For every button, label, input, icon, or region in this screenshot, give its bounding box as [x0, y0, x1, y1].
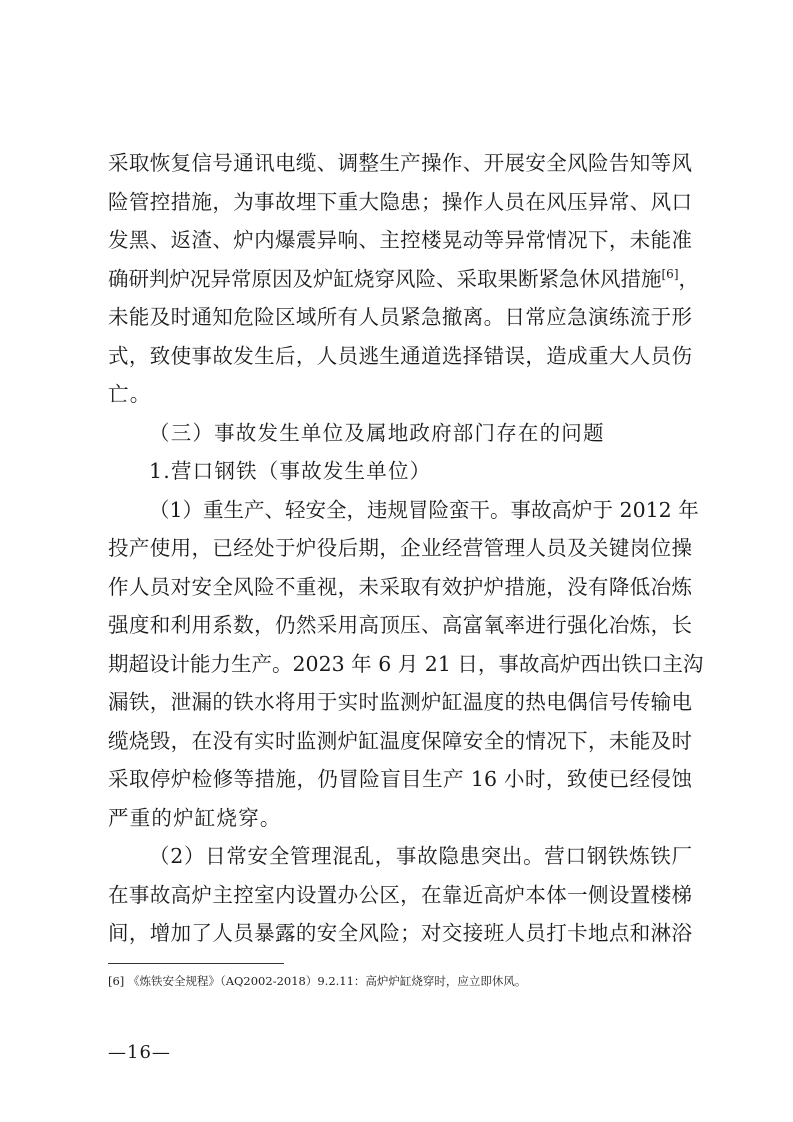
footnote-divider	[108, 963, 284, 964]
text-line: 漏铁，泄漏的铁水将用于实时监测炉缸温度的热电偶信号传输电	[108, 690, 692, 714]
text-line: 缆烧毁，在没有实时监测炉缸温度保障安全的情况下，未能及时	[108, 728, 692, 753]
text-line: 险管控措施，为事故埋下重大隐患；操作人员在风压异常、风口	[108, 189, 692, 214]
text-line: 强度和利用系数，仍然采用高顶压、高富氧率进行强化冶炼，长	[108, 613, 692, 637]
subsection-heading: 1.营口钢铁（事故发生单位）	[149, 459, 432, 483]
footnote-reference[interactable]: [6]	[661, 266, 679, 281]
text-line: （1）重生产、轻安全，违规冒险蛮干。事故高炉于 2012 年	[149, 497, 699, 522]
text-line: （2）日常安全管理混乱，事故隐患突出。营口钢铁炼铁厂	[149, 844, 692, 868]
page-number: —16—	[108, 1042, 171, 1063]
text-line: 未能及时通知危险区域所有人员紧急撤离。日常应急演练流于形	[108, 305, 692, 329]
text-line: 发黑、返渣、炉内爆震异响、主控楼晃动等异常情况下，未能准	[108, 228, 692, 252]
text-line: 亡。	[108, 382, 152, 406]
footnote: [6] 《炼铁安全规程》（AQ2002-2018）9.2.11：高炉炉缸烧穿时，应立即休风。	[108, 974, 527, 988]
text-segment: ，	[678, 266, 699, 291]
text-line: 投产使用，已经处于炉役后期，企业经营管理人员及关键岗位操	[108, 536, 692, 560]
text-line: 严重的炉缸烧穿。	[108, 805, 282, 830]
text-segment: 确研判炉况异常原因及炉缸烧穿风险、采取果断紧急休风措施	[108, 266, 662, 291]
text-line: 采取恢复信号通讯电缆、调整生产操作、开展安全风险告知等风	[108, 151, 692, 175]
text-line: 间，增加了人员暴露的安全风险；对交接班人员打卡地点和淋浴	[108, 921, 692, 945]
text-line: 期超设计能力生产。2023 年 6 月 21 日，事故高炉西出铁口主沟	[108, 651, 704, 676]
text-line: 在事故高炉主控室内设置办公区，在靠近高炉本体一侧设置楼梯	[108, 882, 692, 907]
text-line-with-footnote-ref	[108, 260, 699, 299]
text-line: 采取停炉检修等措施，仍冒险盲目生产 16 小时，致使已经侵蚀	[108, 767, 692, 791]
section-heading: （三）事故发生单位及属地政府部门存在的问题	[149, 420, 605, 445]
text-line: 式，致使事故发生后，人员逃生通道选择错误，造成重大人员伤	[108, 343, 692, 368]
text-line: 作人员对安全风险不重视，未采取有效护炉措施，没有降低冶炼	[108, 574, 692, 599]
body-text	[108, 144, 704, 953]
